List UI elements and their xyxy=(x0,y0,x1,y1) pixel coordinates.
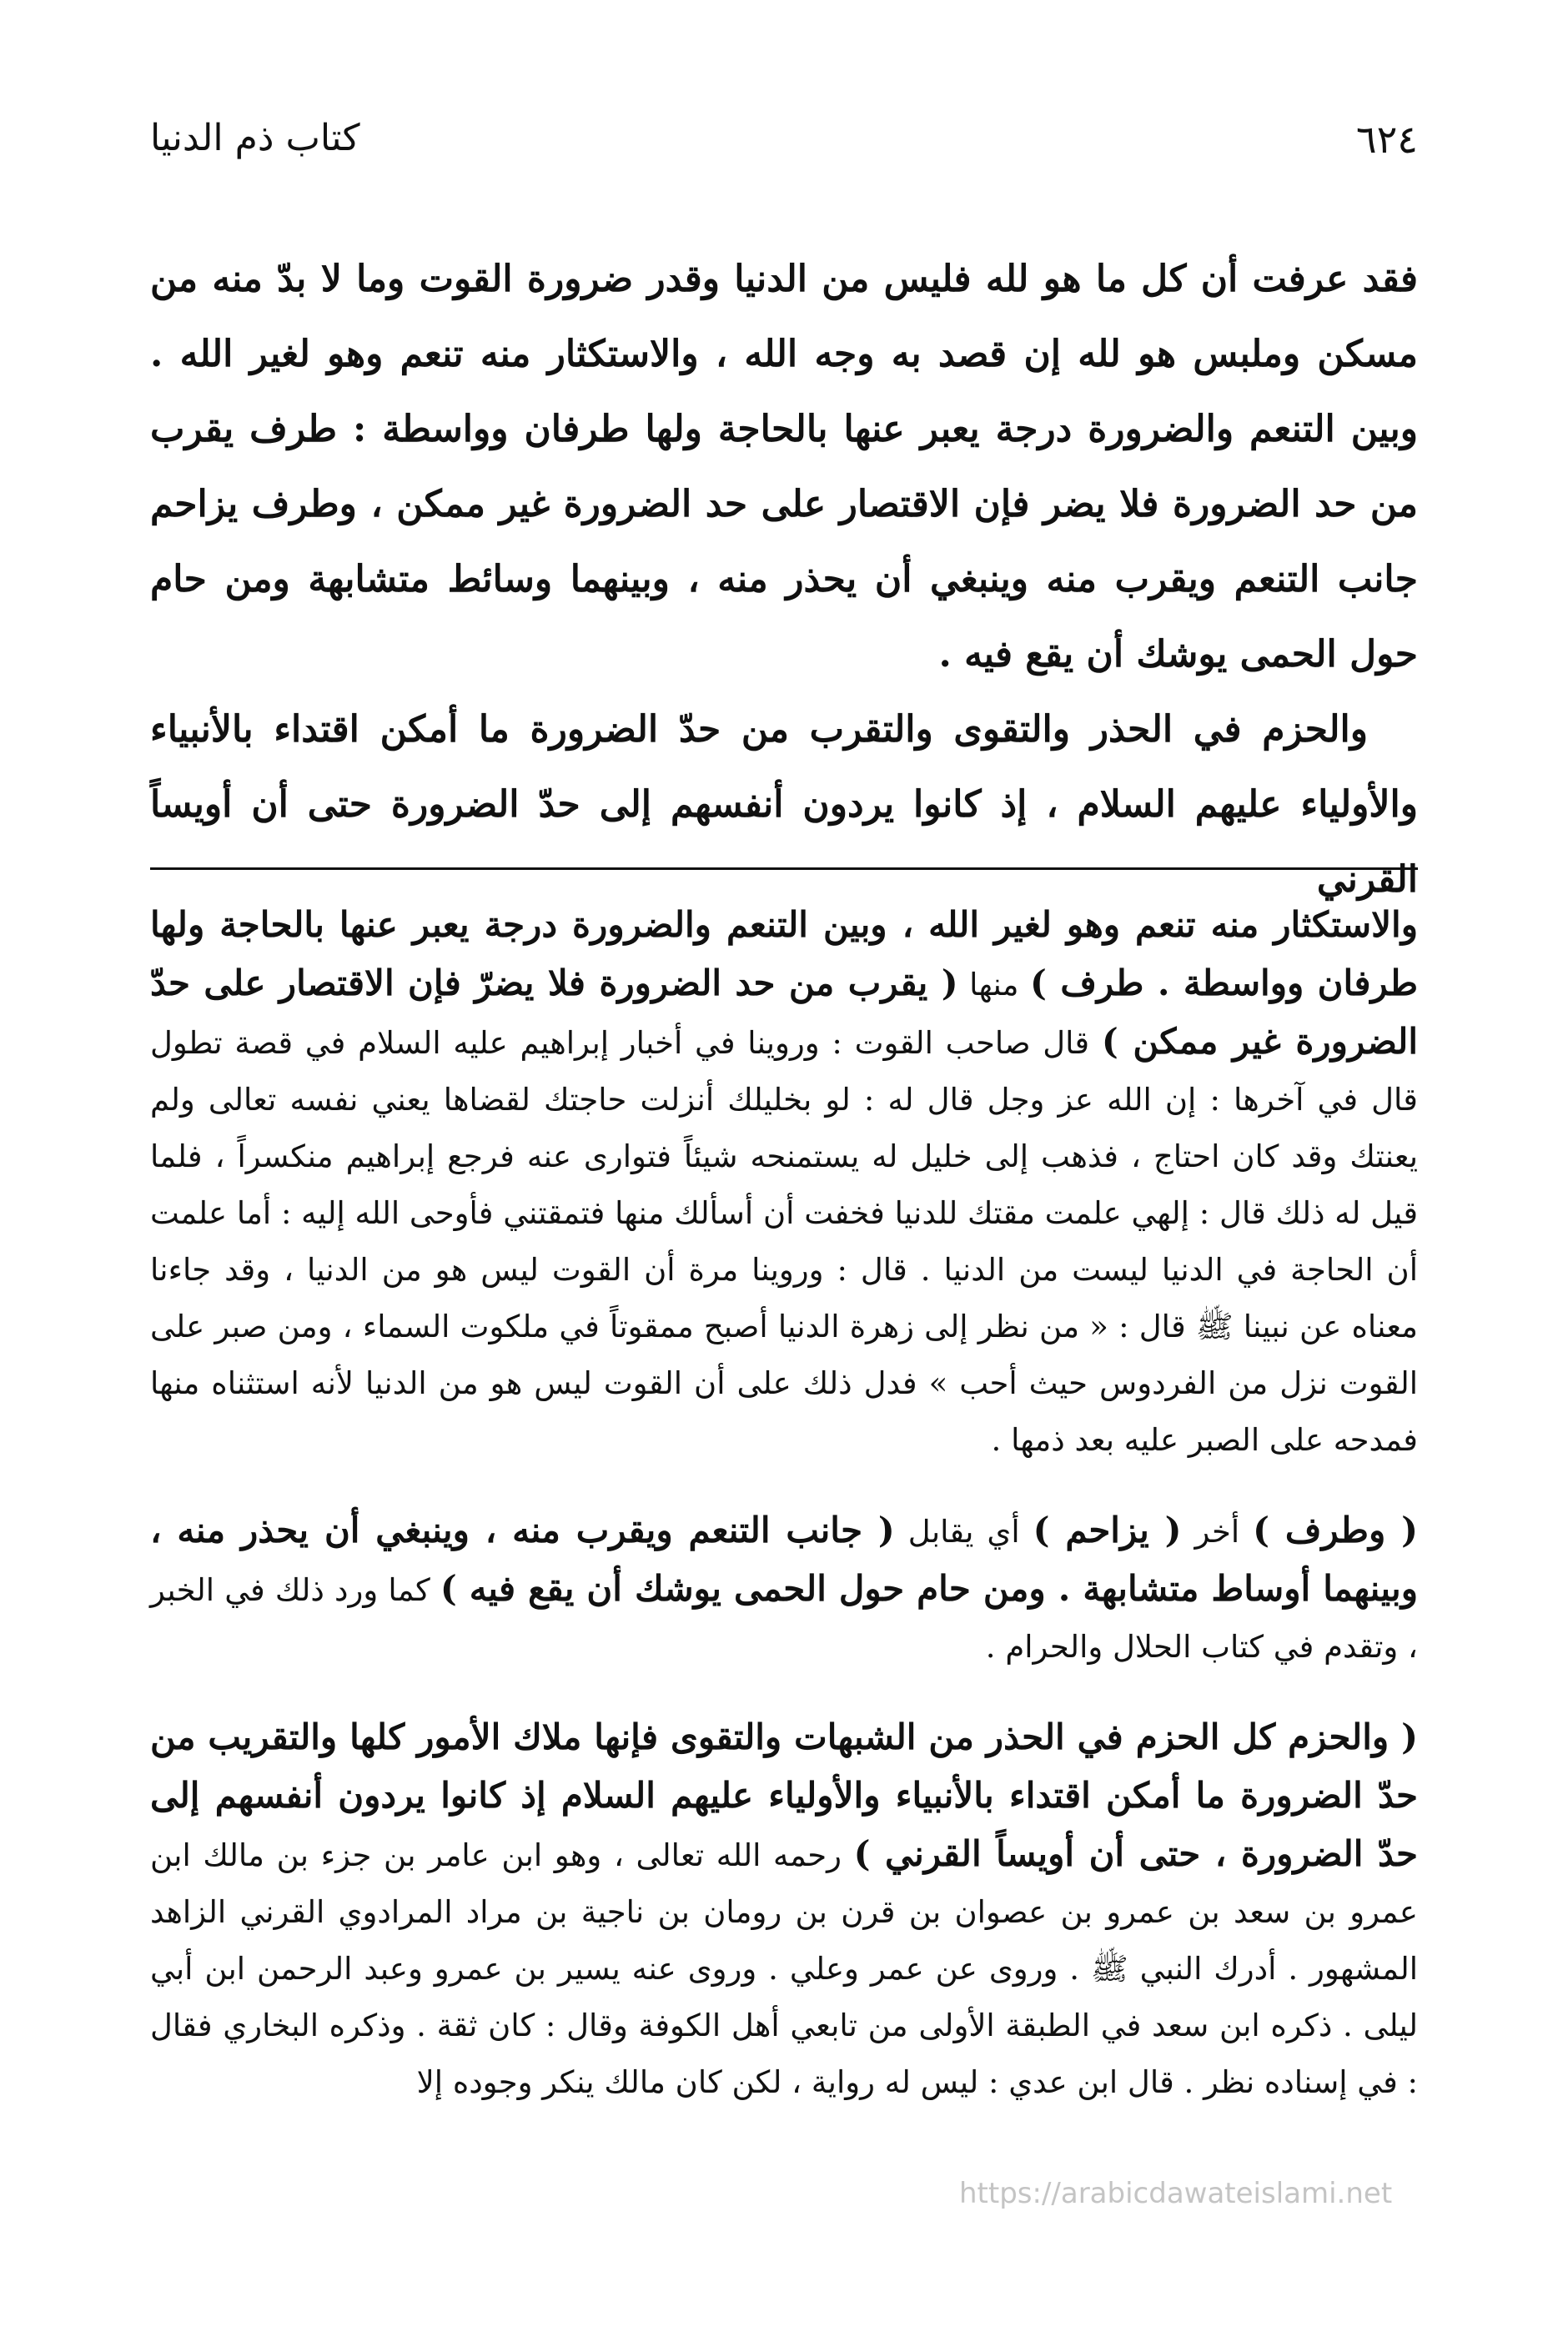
page-number: ٦٢٤ xyxy=(1355,117,1418,162)
main-text xyxy=(150,242,1418,917)
commentary-quoted-text: ( يقرب من حد الضرورة فلا يضرّ فإن الاقتصار على حدّ الضرورة غير ممكن ) xyxy=(150,962,1418,1062)
commentary-quoted-text: والاستكثار منه تنعم وهو لغير الله ، وبين التنعم والضرورة درجة يعبر عنها بالحاجة ولها طرفان وواسطة . طرف ) xyxy=(150,904,1418,1003)
commentary-quoted-text: ( يزاحم ) xyxy=(1033,1510,1182,1550)
commentary-block-2 xyxy=(150,1502,1418,1676)
commentary-text: كما ورد ذلك في الخبر ، وتقدم في كتاب الحلال والحرام . xyxy=(150,1572,1418,1665)
commentary-text: أخر xyxy=(1181,1514,1254,1550)
commentary-text: قال صاحب القوت : وروينا في أخبار إبراهيم عليه السلام في قصة تطول قال في آخرها : إن الله عز وجل قال له : لو بخليلك أنزلت حاجتك لقضاها يعني نفسه تعالى ولم يعنتك وقد كان احتاج ، فذهب إلى خليل له يستمنحه شيئاً فتوارى عنه فرجع إبراهيم منكسراً ، فلما قيل له ذلك قال : إلهي علمت مقتك للدنيا فخفت أن أسألك منها فتمقتني فأوحى الله إليه : أما علمت أن الحاجة في الدنيا ليست من الدنيا . قال : وروينا مرة أن القوت ليس هو من الدنيا ، وقد جاءنا معناه عن نبينا ﷺ قال : « من نظر إلى زهرة الدنيا أصبح ممقوتاً في ملكوت السماء ، ومن صبر على القوت نزل من الفردوس حيث أحب » فدل ذلك على أن القوت ليس هو من الدنيا لأنه استثناه منها فمدحه على الصبر عليه بعد ذمها . xyxy=(150,1025,1418,1458)
main-paragraph-2: والحزم في الحذر والتقوى والتقرب من حدّ الضرورة ما أمكن اقتداء بالأنبياء والأولياء عليهم السلام ، إذ كانوا يردون أنفسهم إلى حدّ الضرورة حتى أن أويساً القرني xyxy=(150,708,1418,901)
commentary-text: أي يقابل xyxy=(894,1514,1033,1550)
commentary-quoted-text: ( والحزم كل الحزم في الحذر من الشبهات والتقوى فإنها ملاك الأمور كلها والتقريب من حدّ الضرورة ما أمكن اقتداء بالأنبياء والأولياء عليهم السلام إذ كانوا يردون أنفسهم إلى حدّ الضرورة ، حتى أن أويساً القرني ) xyxy=(150,1716,1418,1874)
watermark-url: https://arabicdawateislami.net xyxy=(959,2177,1393,2210)
commentary-text: رحمه الله تعالى ، وهو ابن عامر بن جزء بن مالك ابن عمرو بن سعد بن عمرو بن عصوان بن قرن بن رومان بن ناجية بن مراد المرادوي القرني الزاهد المشهور . أدرك النبي ﷺ . وروى عن عمر وعلي . وروى عنه يسير بن عمرو وعبد الرحمن ابن أبي ليلى . ذكره ابن سعد في الطبقة الأولى من تابعي أهل الكوفة وقال : كان ثقة . وذكره البخاري فقال : في إسناده نظر . قال ابن عدي : ليس له رواية ، لكن كان مالك ينكر وجوده إلا xyxy=(150,1837,1418,2100)
page-header xyxy=(150,117,1418,175)
main-paragraph-1: فقد عرفت أن كل ما هو لله فليس من الدنيا وقدر ضرورة القوت وما لا بدّ منه من مسكن وملبس هو لله إن قصد به وجه الله ، والاستكثار منه تنعم وهو لغير الله . وبين التنعم والضرورة درجة يعبر عنها بالحاجة ولها طرفان وواسطة : طرف يقرب من حد الضرورة فلا يضر فإن الاقتصار على حد الضرورة غير ممكن ، وطرف يزاحم جانب التنعم ويقرب منه وينبغي أن يحذر منه ، وبينهما وسائط متشابهة ومن حام حول الحمى يوشك أن يقع فيه . xyxy=(150,258,1418,676)
commentary-block-1 xyxy=(150,897,1418,1469)
commentary-quoted-text: ( وطرف ) xyxy=(1253,1510,1418,1550)
commentary-quoted-text: ( جانب التنعم ويقرب منه ، وينبغي أن يحذر منه ، وبينهما أوساط متشابهة . ومن حام حول الحمى يوشك أن يقع فيه ) xyxy=(150,1510,1418,1609)
running-title: كتاب ذم الدنيا xyxy=(150,117,360,159)
footnote-separator xyxy=(150,867,1418,870)
commentary xyxy=(150,897,1418,2144)
commentary-text: منها xyxy=(957,967,1031,1003)
commentary-block-3 xyxy=(150,1709,1418,2111)
